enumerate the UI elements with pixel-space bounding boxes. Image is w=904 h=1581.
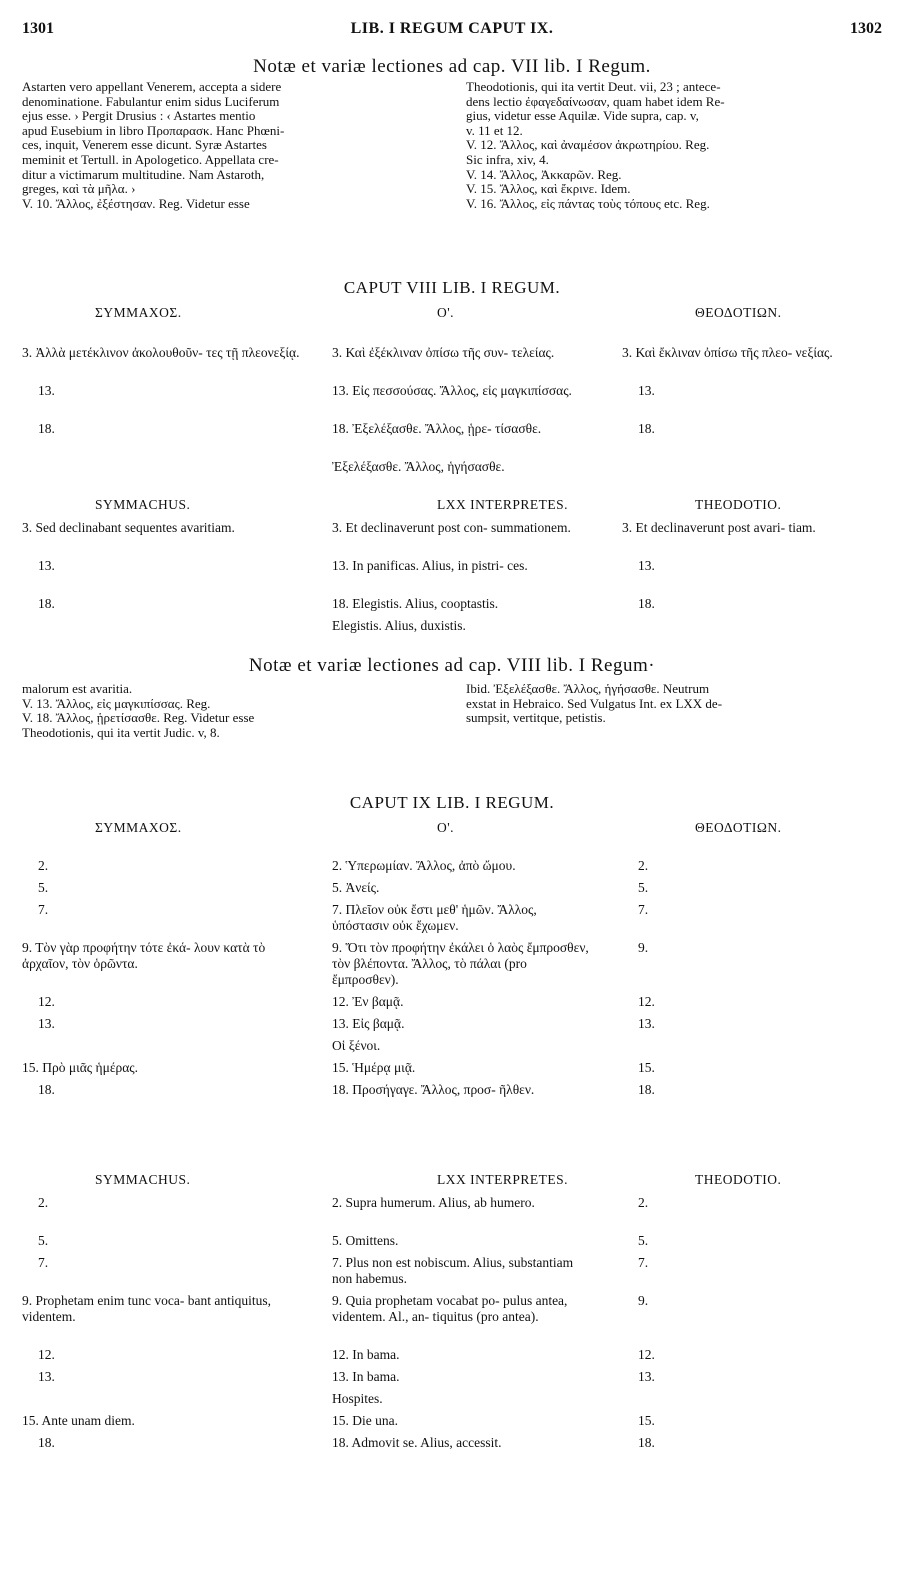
table-row (22, 1347, 882, 1369)
table-cell: 18. (38, 421, 55, 436)
notes-viii-left-column (22, 682, 442, 740)
running-header (22, 20, 882, 42)
note-line: ces, inquit, Venerem esse dicunt. Syræ Astartes (22, 137, 267, 153)
table-row (22, 1435, 882, 1457)
table-cell: 18. Admovit se. Alius, accessit. (332, 1435, 502, 1450)
column-header: ΣΥΜΜΑΧΟΣ. (95, 305, 182, 320)
column-header: SYMMACHUS. (95, 497, 191, 512)
note-line: ditur a victimarum multitudine. Nam Astaroth, (22, 166, 265, 182)
table-cell: 13. Εἰς βαμᾷ. (332, 1016, 405, 1031)
column-header: ΣΥΜΜΑΧΟΣ. (95, 820, 182, 835)
table-cell: 13. (638, 383, 655, 398)
table-cell: 12. (38, 1347, 55, 1362)
note-line: V. 10. Ἄλλος, ἐξέστησαν. Reg. Videtur esse (22, 195, 250, 211)
table-cell: 18. Elegistis. Alius, cooptastis. (332, 596, 499, 611)
table-cell: 13. (38, 1016, 55, 1031)
table-row (22, 459, 882, 481)
table-row (22, 1233, 882, 1255)
note-line: v. 11 et 12. (466, 122, 523, 138)
note-line: apud Eusebium in libro Προπαρασκ. Hanc Phœni- (22, 122, 285, 138)
table-row (22, 994, 882, 1016)
table-cell: 7. (638, 902, 649, 917)
table-cell: 12. (638, 1347, 655, 1362)
note-line: exstat in Hebraico. Sed Vulgatus Int. ex LXX de- (466, 695, 723, 711)
table-cell: 13. (38, 558, 55, 573)
note-line: V. 14. Ἄλλος, Ἀκκαρῶν. Reg. (466, 166, 622, 182)
note-line: sumpsit, vertitque, petistis. (466, 710, 606, 726)
notes-viii-title: Notæ et variæ lectiones ad cap. VIII lib. I Regum· (248, 655, 656, 676)
table-cell: 18. (638, 1435, 655, 1450)
column-header: ΘΕΟΔΟΤΙΩΝ. (695, 305, 782, 320)
table-cell: 15. Πρὸ μιᾶς ἡμέρας. (22, 1060, 139, 1075)
table-cell: 7. Plus non est nobiscum. Alius, substantiam non habemus. (332, 1255, 574, 1286)
note-line: dens lectio ἐφαγεδαίνωσαν, quam habet idem Re- (466, 93, 725, 109)
running-title: LIB. I REGUM CAPUT IX. (350, 20, 554, 37)
table-cell: 2. (638, 1195, 649, 1210)
table-cell: 18. Ἐξελέξασθε. Ἄλλος, ᾑρε- τίσασθε. (332, 421, 542, 436)
notes-viii-right-column (466, 682, 886, 726)
table-cell: 18. (638, 1082, 655, 1097)
table-cell: 13. In bama. (332, 1369, 400, 1384)
table-cell: 3. Καὶ ἐξέκλιναν ὀπίσω τῆς συν- τελείας. (332, 345, 555, 360)
table-cell: 9. Τὸν γὰρ προφήτην τότε ἐκά- λουν κατὰ τὸ ἀρχαῖον, τὸν ὁρῶντα. (22, 940, 266, 971)
column-header: SYMMACHUS. (95, 1172, 191, 1187)
table-cell: 5. (38, 1233, 49, 1248)
caput-ix-greek-table (22, 858, 882, 1120)
note-line: meminit et Tertull. in Apologetico. Appellata cre- (22, 151, 279, 167)
table-cell: 18. Προσήγαγε. Ἄλλος, προσ- ῆλθεν. (332, 1082, 535, 1097)
table-cell: Οἱ ξένοι. (332, 1038, 381, 1053)
table-cell: 2. (38, 858, 49, 873)
table-row (22, 345, 882, 383)
table-cell: 15. Ante unam diem. (22, 1413, 135, 1428)
table-cell: 13. In panificas. Alius, in pistri- ces. (332, 558, 528, 573)
note-line: Theodotionis, qui ita vertit Deut. vii, 23 ; antece- (466, 79, 721, 94)
note-line: V. 16. Ἄλλος, εἰς πάντας τοὺς τόπους etc. Reg. (466, 195, 710, 211)
column-header: THEODOTIO. (695, 497, 782, 512)
note-line: V. 15. Ἄλλος, καὶ ἔκρινε. Idem. (466, 181, 631, 197)
column-header: LXX INTERPRETES. (437, 497, 568, 512)
table-cell: Hospites. (332, 1391, 383, 1406)
table-row (22, 1391, 882, 1413)
table-row (22, 558, 882, 596)
table-cell: 7. (638, 1255, 649, 1270)
table-cell: 13. (638, 558, 655, 573)
note-line: Sic infra, xiv, 4. (466, 151, 549, 167)
table-cell: 3. Et declinaverunt post avari- tiam. (622, 520, 816, 535)
column-header: LXX INTERPRETES. (437, 1172, 568, 1187)
table-row (22, 421, 882, 459)
caput-ix-latin-table (22, 1195, 882, 1457)
table-cell: 13. (38, 1369, 55, 1384)
table-row (22, 520, 882, 558)
notes-vii-left-column (22, 80, 442, 211)
table-cell: 3. Sed declinabant sequentes avaritiam. (22, 520, 235, 535)
table-row (22, 1016, 882, 1038)
table-cell: 9. Quia prophetam vocabat po- pulus antea, videntem. Al., an- tiquitus (pro antea). (332, 1293, 568, 1324)
table-cell: 12. (38, 994, 55, 1009)
table-cell: 18. (638, 421, 655, 436)
caput-viii-greek-table (22, 345, 882, 481)
table-cell: 13. (38, 383, 55, 398)
table-row (22, 1413, 882, 1435)
table-row (22, 858, 882, 880)
note-line: denominatione. Fabulantur enim sidus Luciferum (22, 93, 280, 109)
note-line: gius, videtur esse Aquilæ. Vide supra, cap. v, (466, 108, 699, 124)
column-header: ΘΕΟΔΟΤΙΩΝ. (695, 820, 782, 835)
table-cell: 7. Πλεῖον οὐκ ἔστι μεθ' ἡμῶν. Ἄλλος, ὑπόστασιν οὐκ ἔχωμεν. (332, 902, 537, 933)
table-cell: 2. Ὑπερωμίαν. Ἄλλος, ἀπὸ ὤμου. (332, 858, 516, 873)
table-cell: 15. Die una. (332, 1413, 398, 1428)
table-row (22, 1293, 882, 1347)
page-number-right: 1302 (850, 20, 882, 37)
table-row (22, 1255, 882, 1293)
table-cell: 2. (38, 1195, 49, 1210)
table-cell: 15. Ἡμέρᾳ μιᾷ. (332, 1060, 416, 1075)
caput-viii-latin-table (22, 520, 882, 640)
table-cell: Elegistis. Alius, duxistis. (332, 618, 466, 633)
table-cell: 18. (638, 596, 655, 611)
table-cell: 7. (38, 1255, 49, 1270)
table-cell: 18. (38, 1435, 55, 1450)
table-cell: 5. (638, 880, 649, 895)
column-header: THEODOTIO. (695, 1172, 782, 1187)
note-line: Astarten vero appellant Venerem, accepta a sidere (22, 79, 282, 94)
note-line: V. 13. Ἄλλος, εἰς μαγκιπίσσας. Reg. (22, 695, 211, 711)
table-cell: 15. (638, 1060, 655, 1075)
note-line: V. 12. Ἄλλος, καὶ ἀναμέσον ἀκρωτηρίου. Reg. (466, 137, 710, 153)
table-row (22, 1060, 882, 1082)
table-row (22, 1038, 882, 1060)
table-row (22, 618, 882, 640)
table-cell: 9. (638, 1293, 649, 1308)
table-cell: 13. (638, 1016, 655, 1031)
table-cell: 12. Ἐν βαμᾷ. (332, 994, 404, 1009)
column-header: Ο'. (437, 820, 455, 835)
caput-viii-title: CAPUT VIII LIB. I REGUM. (343, 278, 561, 297)
table-cell: Ἐξελέξασθε. Ἄλλος, ἡγήσασθε. (332, 459, 505, 474)
table-row (22, 383, 882, 421)
table-cell: 5. Omittens. (332, 1233, 399, 1248)
table-row (22, 1369, 882, 1391)
column-header: Ο'. (437, 305, 455, 320)
table-cell: 5. (38, 880, 49, 895)
table-cell: 5. Ἀνείς. (332, 880, 380, 895)
table-cell: 18. (38, 1082, 55, 1097)
table-cell: 9. (638, 940, 649, 955)
table-cell: 3. Et declinaverunt post con- summationem. (332, 520, 571, 535)
notes-vii (22, 80, 882, 220)
table-cell: 3. Καὶ ἔκλιναν ὀπίσω τῆς πλεο- νεξίας. (622, 345, 833, 360)
table-row (22, 596, 882, 618)
note-line: ejus esse. › Pergit Drusius : ‹ Astartes mentio (22, 108, 256, 124)
note-line: Theodotionis, qui ita vertit Judic. v, 8. (22, 724, 220, 740)
table-cell: 2. (638, 858, 649, 873)
table-row (22, 902, 882, 940)
table-cell: 13. Εἰς πεσσούσας. Ἄλλος, εἰς μαγκιπίσσας. (332, 383, 572, 398)
note-line: Ibid. Ἐξελέξασθε. Ἄλλος, ἡγήσασθε. Neutrum (466, 681, 710, 696)
table-cell: 18. (38, 596, 55, 611)
table-cell: 13. (638, 1369, 655, 1384)
table-row (22, 880, 882, 902)
notes-vii-right-column (466, 80, 886, 211)
table-cell: 3. Ἀλλὰ μετέκλινον ἀκολουθοῦν- τες τῇ πλεονεξίᾳ. (22, 345, 300, 360)
notes-viii (22, 682, 882, 752)
table-cell: 12. In bama. (332, 1347, 400, 1362)
table-cell: 12. (638, 994, 655, 1009)
table-cell: 5. (638, 1233, 649, 1248)
table-row (22, 940, 882, 994)
table-cell: 7. (38, 902, 49, 917)
table-cell: 9. Prophetam enim tunc voca- bant antiquitus, videntem. (22, 1293, 271, 1324)
note-line: V. 18. Ἄλλος, ᾑρετίσασθε. Reg. Videtur esse (22, 710, 255, 726)
notes-vii-title: Notæ et variæ lectiones ad cap. VII lib. I Regum. (253, 56, 651, 77)
note-line: malorum est avaritia. (22, 681, 133, 696)
caput-ix-title: CAPUT IX LIB. I REGUM. (349, 793, 555, 812)
page-number-left: 1301 (22, 20, 54, 37)
table-row (22, 1195, 882, 1233)
table-row (22, 1082, 882, 1120)
note-line: greges, καὶ τὰ μῆλα. › (22, 181, 136, 197)
table-cell: 9. Ὅτι τὸν προφήτην ἐκάλει ὁ λαὸς ἔμπροσθεν, τὸν βλέποντα. Ἄλλος, τὸ πάλαι (pro ἔμπροσθεν). (332, 940, 589, 987)
table-cell: 15. (638, 1413, 655, 1428)
table-cell: 2. Supra humerum. Alius, ab humero. (332, 1195, 535, 1210)
